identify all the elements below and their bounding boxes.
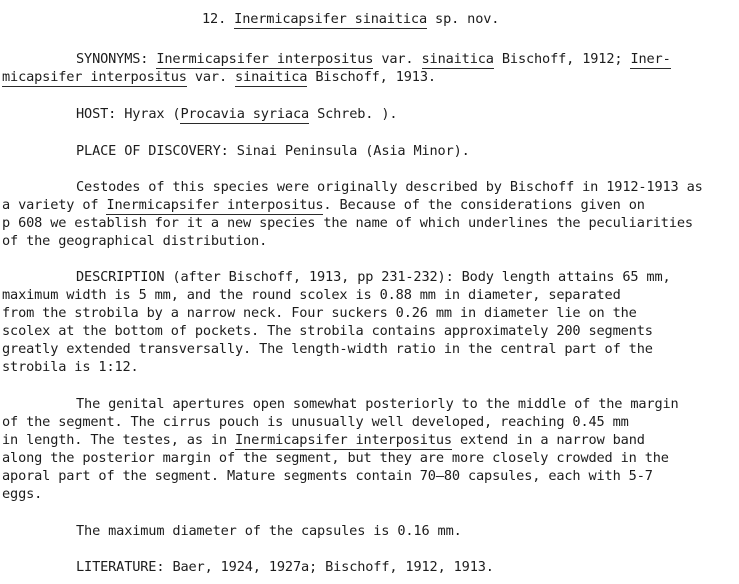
synonym-var: var. <box>381 51 414 67</box>
host-label: HOST: <box>76 106 117 122</box>
capsules-line: The maximum diameter of the capsules is 0.16 mm. <box>76 523 462 539</box>
heading-suffix: sp. nov. <box>435 11 500 27</box>
intro-species: Inermicapsifer interpositus <box>106 197 324 213</box>
synonyms-line-2 <box>2 71 436 85</box>
description-line-6: strobila is 1:12. <box>2 359 139 375</box>
heading-species-name: Inermicapsifer sinaitica <box>234 11 427 27</box>
host-line <box>76 108 397 122</box>
synonym-species-part1: Iner- <box>630 51 671 67</box>
host-suffix: Schreb. ). <box>317 106 398 122</box>
literature-label: LITERATURE: <box>76 559 165 575</box>
host-species: Procavia syriaca <box>180 106 310 122</box>
synonyms-line-1 <box>76 53 671 67</box>
intro-line-3: p 608 we establish for it a new species the name of which underlines the peculiarities <box>2 215 693 231</box>
host-prefix: Hyrax ( <box>124 106 181 122</box>
description-line-1: DESCRIPTION (after Bischoff, 1913, pp 231-232): Body length attains 65 mm, <box>76 269 671 285</box>
synonyms-label: SYNONYMS: <box>76 51 149 67</box>
synonym-variety-2: sinaitica <box>235 69 308 85</box>
genital-line-6: eggs. <box>2 486 43 502</box>
synonym-species-part2: micapsifer interpositus <box>2 69 187 85</box>
synonym-citation: Bischoff, 1912; <box>501 51 623 67</box>
description-line-4: scolex at the bottom of pockets. The strobila contains approximately 200 segments <box>2 323 653 339</box>
heading-number: 12. <box>202 11 227 27</box>
synonym-variety: sinaitica <box>421 51 494 67</box>
description-line-5: greatly extended transversally. The length-width ratio in the central part of the <box>2 341 653 357</box>
genital-line-3-prefix: in length. The testes, as in <box>2 432 227 448</box>
intro-line-2-suffix: . Because of the considerations given on <box>323 197 645 213</box>
place-value: Sinai Peninsula (Asia Minor). <box>236 143 470 159</box>
genital-line-2: of the segment. The cirrus pouch is unusually well developed, reaching 0.45 mm <box>2 414 629 430</box>
literature-line <box>76 561 494 575</box>
species-heading <box>202 13 499 27</box>
description-line-3: from the strobila by a narrow neck. Four suckers 0.26 mm in diameter lie on the <box>2 305 637 321</box>
synonym-citation-2: Bischoff, 1913. <box>315 69 436 85</box>
place-line <box>76 145 470 159</box>
genital-line-3-suffix: extend in a narrow band <box>459 432 645 448</box>
genital-line-3 <box>2 434 645 448</box>
synonym-species: Inermicapsifer interpositus <box>156 51 374 67</box>
intro-line-4: of the geographical distribution. <box>2 233 268 249</box>
literature-value: Baer, 1924, 1927a; Bischoff, 1912, 1913. <box>172 559 494 575</box>
intro-line-1: Cestodes of this species were originally described by Bischoff in 1912-1913 as <box>76 179 703 195</box>
genital-species: Inermicapsifer interpositus <box>235 432 452 448</box>
intro-line-2 <box>2 199 645 213</box>
synonym-var-2: var. <box>194 69 227 85</box>
genital-line-5: aporal part of the segment. Mature segments contain 70—80 capsules, each with 5-7 <box>2 468 653 484</box>
intro-line-2-prefix: a variety of <box>2 197 99 213</box>
description-line-2: maximum width is 5 mm, and the round scolex is 0.88 mm in diameter, separated <box>2 287 621 303</box>
place-label: PLACE OF DISCOVERY: <box>76 143 229 159</box>
genital-line-4: along the posterior margin of the segment, but they are more closely crowded in the <box>2 450 669 466</box>
genital-line-1: The genital apertures open somewhat posteriorly to the middle of the margin <box>76 396 679 412</box>
